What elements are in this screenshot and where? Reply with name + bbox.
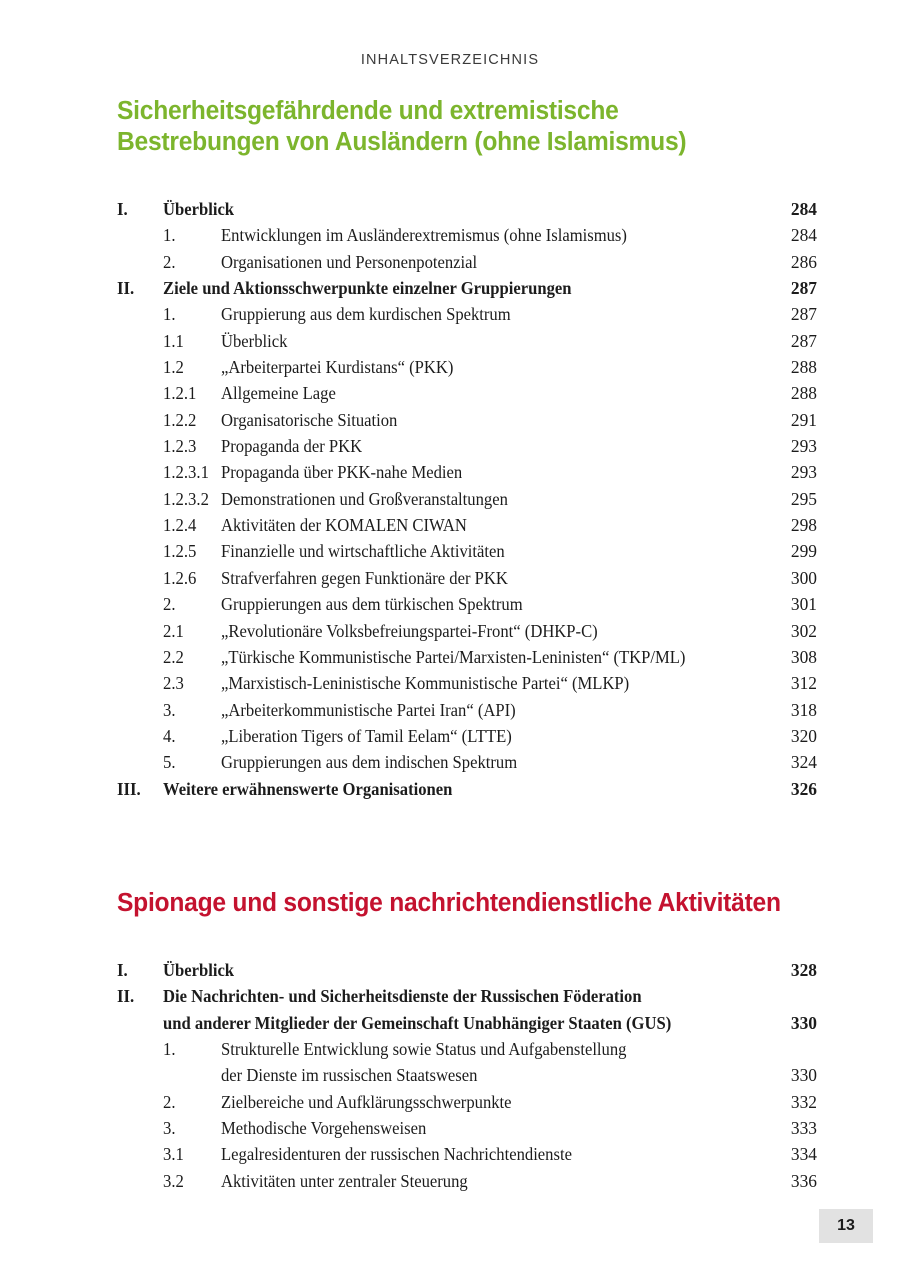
toc-entry-number: 1.2.6 [163, 567, 197, 588]
toc-entry-title [221, 1036, 746, 1089]
toc-entry-number: 1.2.3.1 [163, 462, 209, 483]
toc-entry[interactable] [117, 1115, 817, 1141]
toc-entry[interactable] [117, 512, 817, 538]
toc-entry-page-number: 300 [790, 567, 817, 588]
toc-entry-page-number: 299 [790, 541, 817, 562]
sections-container [117, 96, 817, 1194]
toc-entry-page-number: 326 [790, 778, 817, 799]
section-heading-line: Sicherheitsgefährdende und extremistische [117, 97, 619, 125]
toc-entry-page-number: 328 [790, 959, 817, 980]
toc-entry-title-line: „Arbeiterkommunistische Partei Iran“ (API) [221, 699, 516, 720]
toc-entry-title-line: „Türkische Kommunistische Partei/Marxisten-Leninisten“ (TKP/ML) [221, 646, 686, 667]
toc-entry-title [221, 670, 746, 696]
toc-entry-title-line: Überblick [163, 199, 235, 219]
toc-entry-number: III. [117, 778, 141, 799]
toc-entry-title-line: Weitere erwähnenswerte Organisationen [163, 778, 453, 799]
toc-entry-number: 3. [163, 699, 176, 720]
toc-entry-page-number: 298 [790, 515, 817, 536]
toc-entry-title [163, 983, 744, 1036]
toc-entry-page-number: 330 [790, 1065, 817, 1086]
toc-entry-title-line: Propaganda über PKK-nahe Medien [221, 462, 463, 483]
toc-entry-page-number: 320 [790, 725, 817, 746]
toc-entry[interactable] [117, 196, 817, 222]
toc-entry-title-line: Organisationen und Personenpotenzial [221, 251, 478, 272]
toc-entry-page-number: 324 [790, 752, 817, 773]
toc-entry-number: II. [117, 986, 135, 1007]
toc-entry-title [221, 407, 746, 433]
toc-entry-title [221, 1168, 746, 1194]
toc-entry-title [221, 222, 746, 248]
toc-entry-title [221, 249, 746, 275]
toc-list-spionage [117, 957, 817, 1194]
toc-entry-page-number: 284 [790, 225, 817, 246]
toc-entry-title [221, 618, 746, 644]
toc-entry[interactable] [117, 723, 817, 749]
toc-entry-page-number: 333 [790, 1117, 817, 1138]
toc-entry-title-line: der Dienste im russischen Staatswesen [221, 1065, 478, 1086]
toc-entry-title [163, 776, 744, 802]
toc-entry-title [221, 301, 746, 327]
page-number-label: 13 [837, 1217, 855, 1234]
toc-entry-title [221, 749, 746, 775]
toc-entry-page-number: 293 [790, 462, 817, 483]
toc-entry-number: 3.2 [163, 1170, 184, 1191]
toc-entry-number: 5. [163, 752, 176, 773]
toc-entry-title-line: Zielbereiche und Aufklärungsschwerpunkte [221, 1091, 512, 1112]
toc-entry[interactable] [117, 407, 817, 433]
toc-entry-number: 2. [163, 1091, 176, 1112]
section-heading-spionage [117, 888, 793, 919]
toc-entry-page-number: 291 [790, 409, 817, 430]
toc-entry-title-line: Strafverfahren gegen Funktionäre der PKK [221, 567, 508, 588]
toc-entry-number: 1. [163, 225, 176, 246]
toc-entry-page-number: 287 [790, 330, 817, 351]
toc-entry-title [221, 1089, 746, 1115]
toc-entry-number: 1.2.1 [163, 383, 197, 404]
toc-entry-number: 2. [163, 251, 176, 272]
toc-entry-title [221, 380, 746, 406]
toc-entry-number: 1.2.3 [163, 436, 197, 457]
toc-entry-title-line: „Arbeiterpartei Kurdistans“ (PKK) [221, 357, 454, 378]
toc-entry-page-number: 330 [790, 1012, 817, 1033]
toc-entry-number: 1.2.2 [163, 409, 197, 430]
toc-entry-page-number: 302 [790, 620, 817, 641]
toc-entry[interactable] [117, 459, 817, 485]
toc-entry-title-line: Aktivitäten der KOMALEN CIWAN [221, 515, 467, 536]
toc-entry[interactable] [117, 1089, 817, 1115]
toc-entry-page-number: 284 [790, 199, 817, 219]
toc-entry-title-line: „Marxistisch-Leninistische Kommunistische Partei“ (MLKP) [221, 673, 630, 694]
toc-entry-title-line: Strukturelle Entwicklung sowie Status und Aufgabenstellung [221, 1038, 627, 1059]
toc-entry[interactable] [117, 301, 817, 327]
toc-entry[interactable] [117, 433, 817, 459]
toc-entry-page-number: 293 [790, 436, 817, 457]
toc-entry-title-line: Die Nachrichten- und Sicherheitsdienste der Russischen Föderation [163, 986, 642, 1007]
toc-entry-page-number: 286 [790, 251, 817, 272]
toc-entry-title-line: Methodische Vorgehensweisen [221, 1117, 427, 1138]
section-heading-line: Spionage und sonstige nachrichtendienstliche Aktivitäten [117, 888, 781, 917]
toc-entry-number: 4. [163, 725, 176, 746]
toc-entry-title [163, 196, 744, 222]
toc-entry[interactable] [117, 380, 817, 406]
toc-entry[interactable] [117, 776, 817, 802]
toc-entry-number: 1.1 [163, 330, 184, 351]
toc-entry-number: 2. [163, 594, 176, 615]
running-header: INHALTSVERZEICHNIS [360, 52, 540, 68]
toc-entry-title-line: Propaganda der PKK [221, 436, 363, 457]
toc-entry-title [221, 354, 746, 380]
heading-spacer [117, 919, 817, 957]
toc-entry-number: 2.2 [163, 646, 184, 667]
toc-entry-title-line: Allgemeine Lage [221, 383, 336, 404]
toc-entry-number: 3.1 [163, 1144, 184, 1165]
page-number-badge [819, 1209, 873, 1243]
toc-entry-page-number: 308 [790, 646, 817, 667]
toc-entry-number: 1.2.3.2 [163, 488, 209, 509]
toc-entry-title [221, 459, 746, 485]
toc-entry-page-number: 287 [790, 278, 817, 299]
toc-entry-number: 1. [163, 1038, 176, 1059]
toc-entry[interactable] [117, 1036, 817, 1089]
toc-entry-title-line: Ziele und Aktionsschwerpunkte einzelner Gruppierungen [163, 278, 572, 299]
section-spacer [117, 802, 817, 888]
toc-entry-page-number: 336 [790, 1170, 817, 1191]
toc-entry-title [221, 1141, 746, 1167]
toc-entry-page-number: 288 [790, 357, 817, 378]
toc-entry[interactable] [117, 486, 817, 512]
toc-entry[interactable] [117, 249, 817, 275]
toc-entry-number: 1.2.5 [163, 541, 197, 562]
toc-entry-title [221, 565, 746, 591]
toc-entry-title [221, 512, 746, 538]
toc-entry-title [221, 644, 746, 670]
toc-entry-page-number: 288 [790, 383, 817, 404]
toc-entry[interactable] [117, 644, 817, 670]
toc-entry-title-line: Entwicklungen im Ausländerextremismus (ohne Islamismus) [221, 225, 627, 246]
toc-entry-title-line: Gruppierung aus dem kurdischen Spektrum [221, 304, 511, 325]
toc-entry-page-number: 301 [790, 594, 817, 615]
toc-entry[interactable] [117, 749, 817, 775]
section-heading-auslaenderextremismus [117, 96, 793, 158]
toc-entry-title [221, 1115, 746, 1141]
toc-entry[interactable] [117, 275, 817, 301]
toc-entry[interactable] [117, 591, 817, 617]
toc-entry-number: 1.2.4 [163, 515, 197, 536]
toc-entry-title [221, 433, 746, 459]
toc-entry-number: 2.3 [163, 673, 184, 694]
toc-entry-page-number: 287 [790, 304, 817, 325]
toc-entry-title-line: Finanzielle und wirtschaftliche Aktivitäten [221, 541, 505, 562]
toc-entry-number: II. [117, 278, 135, 299]
toc-entry-title-line: Überblick [221, 330, 288, 351]
toc-entry-title [221, 697, 746, 723]
toc-entry-title-line: und anderer Mitglieder der Gemeinschaft Unabhängiger Staaten (GUS) [163, 1012, 672, 1033]
toc-entry[interactable] [117, 1141, 817, 1167]
toc-entry-title [221, 591, 746, 617]
section-heading-line: Bestrebungen von Ausländern (ohne Islamismus) [117, 128, 687, 156]
toc-list-auslaenderextremismus [117, 196, 817, 802]
toc-entry-title [163, 957, 744, 983]
toc-entry[interactable] [117, 670, 817, 696]
toc-entry[interactable] [117, 957, 817, 983]
toc-entry[interactable] [117, 618, 817, 644]
toc-entry[interactable] [117, 222, 817, 248]
toc-entry-number: 1. [163, 304, 176, 325]
toc-entry-title-line: „Liberation Tigers of Tamil Eelam“ (LTTE) [221, 725, 512, 746]
toc-entry-number: 1.2 [163, 357, 184, 378]
toc-entry-page-number: 332 [790, 1091, 817, 1112]
toc-entry-title-line: Überblick [163, 959, 235, 980]
toc-entry[interactable] [117, 983, 817, 1036]
toc-entry[interactable] [117, 328, 817, 354]
toc-entry-title-line: Gruppierungen aus dem türkischen Spektrum [221, 594, 523, 615]
toc-entry-title-line: Organisatorische Situation [221, 409, 398, 430]
toc-entry-title [221, 538, 746, 564]
toc-entry-title [221, 328, 746, 354]
toc-entry-title [163, 275, 744, 301]
toc-entry[interactable] [117, 565, 817, 591]
toc-entry-number: I. [117, 959, 128, 980]
toc-entry-page-number: 318 [790, 699, 817, 720]
toc-entry[interactable] [117, 697, 817, 723]
toc-entry-number: I. [117, 199, 128, 219]
toc-content [117, 96, 817, 1194]
toc-entry-number: 2.1 [163, 620, 184, 641]
toc-entry-title [221, 486, 746, 512]
toc-entry-page-number: 295 [790, 488, 817, 509]
toc-entry-title-line: Legalresidenturen der russischen Nachrichtendienste [221, 1144, 572, 1165]
toc-entry-page-number: 334 [790, 1144, 817, 1165]
toc-entry[interactable] [117, 1168, 817, 1194]
toc-entry-number: 3. [163, 1117, 176, 1138]
heading-spacer [117, 158, 817, 196]
toc-entry-title-line: Demonstrationen und Großveranstaltungen [221, 488, 508, 509]
toc-entry-page-number: 312 [790, 673, 817, 694]
toc-entry-title [221, 723, 746, 749]
toc-entry-title-line: Gruppierungen aus dem indischen Spektrum [221, 752, 518, 773]
toc-entry[interactable] [117, 354, 817, 380]
toc-entry-title-line: Aktivitäten unter zentraler Steuerung [221, 1170, 468, 1191]
toc-entry[interactable] [117, 538, 817, 564]
toc-entry-title-line: „Revolutionäre Volksbefreiungspartei-Front“ (DHKP-C) [221, 620, 598, 641]
